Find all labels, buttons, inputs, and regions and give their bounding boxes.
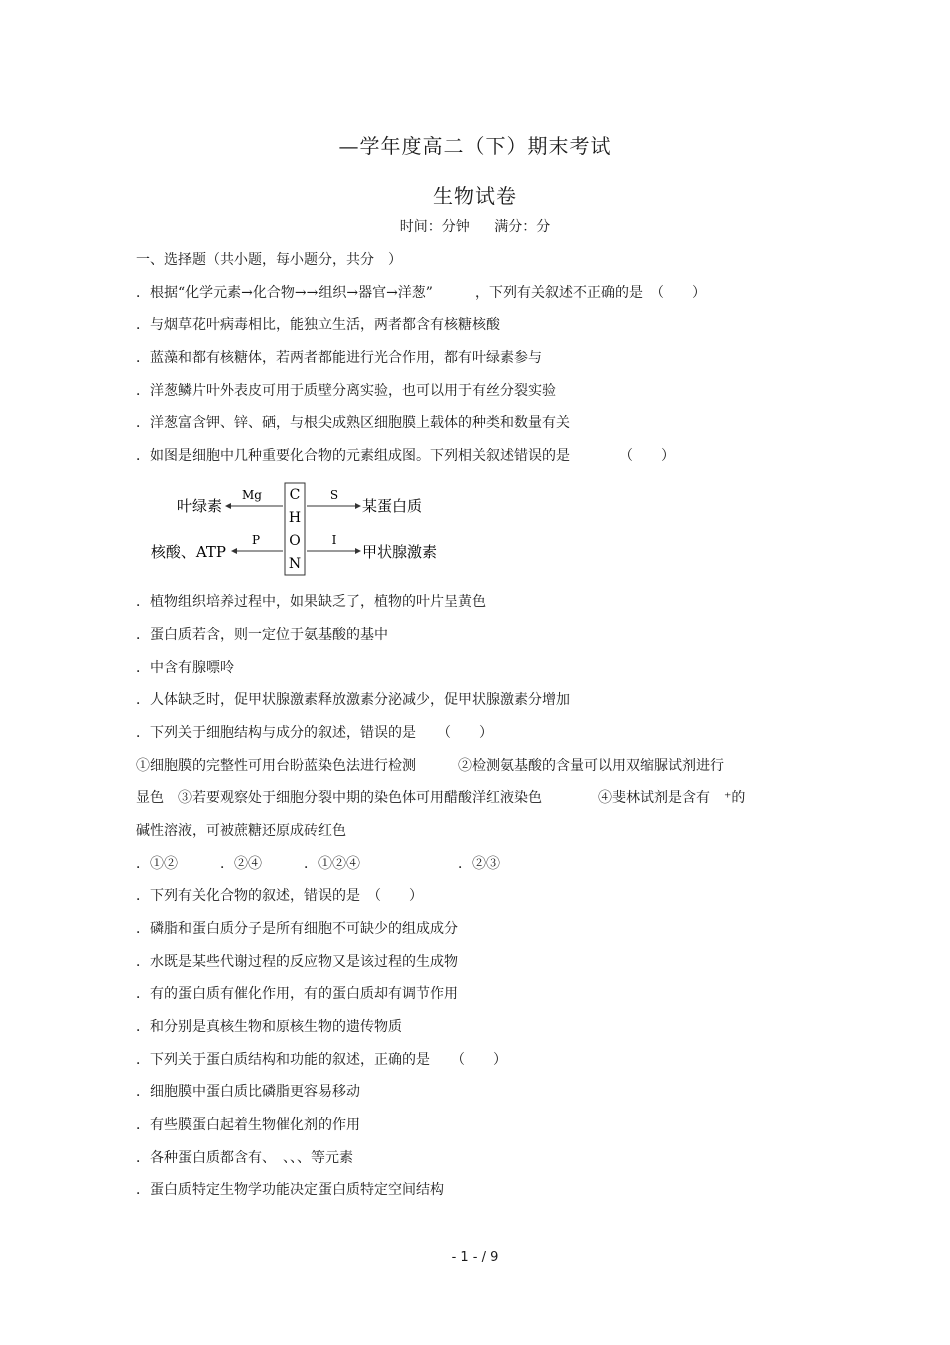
answer-options: ．①② ．②④ ．①②④ ．②③ [136,856,500,872]
label-chlorophyll: 叶绿素 [176,497,222,515]
exam-subtitle: 生物试卷 [433,184,517,208]
section-heading: 一、选择题（共小题，每小题分，共分 ） [136,252,402,268]
label-thyroid-hormone: 甲状腺激素 [362,543,438,561]
question-line: ．植物组织培养过程中，如果缺乏了，植物的叶片呈黄色 [136,594,486,610]
question-line: ．与烟草花叶病毒相比，能独立生活，两者都含有核糖核酸 [136,317,500,333]
question-line: ．磷脂和蛋白质分子是所有细胞不可缺少的组成成分 [136,921,458,937]
question-line: ．水既是某些代谢过程的反应物又是该过程的生成物 [136,954,458,970]
question-line: ．下列有关化合物的叙述，错误的是 （ ） [136,888,423,904]
question-line: 碱性溶液，可被蔗糖还原成砖红色 [136,823,346,839]
question-line: ．如图是细胞中几种重要化合物的元素组成图。下列相关叙述错误的是 （ ） [136,448,675,464]
question-line: ．有些膜蛋白起着生物催化剂的作用 [136,1117,360,1133]
time-label: 时间：分钟 [399,219,470,235]
label-protein: 某蛋白质 [362,497,423,515]
score-label: 满分：分 [494,219,551,235]
question-line: ．有的蛋白质有催化作用，有的蛋白质却有调节作用 [136,986,458,1002]
element-composition-diagram [140,480,460,580]
label-nucleic-acid-atp: 核酸、ATP [150,543,226,561]
arrow-label-s: S [329,488,339,502]
question-line: ．下列关于蛋白质结构和功能的叙述，正确的是 （ ） [136,1052,507,1068]
question-line: ．洋葱鳞片叶外表皮可用于质壁分离实验，也可以用于有丝分裂实验 [136,383,556,399]
question-line: ①细胞膜的完整性可用台盼蓝染色法进行检测 ②检测氨基酸的含量可以用双缩脲试剂进行 [136,758,724,774]
arrow-label-i: I [331,533,337,547]
question-line: ．中含有腺嘌呤 [136,660,234,676]
arrow-label-mg: Mg [242,488,262,502]
question-line: ．各种蛋白质都含有、 、、、等元素 [136,1150,353,1166]
page-number: - 1 - / 9 [451,1250,499,1265]
question-line: ．根据“化学元素→化合物→→组织→器官→洋葱” ，下列有关叙述不正确的是 （ ） [136,285,706,301]
question-line: ．蛋白质特定生物学功能决定蛋白质特定空间结构 [136,1182,444,1198]
question-line: ．蓝藻和都有核糖体，若两者都能进行光合作用，都有叶绿素参与 [136,350,542,366]
question-line: 显色 ③若要观察处于细胞分裂中期的染色体可用醋酸洋红液染色 ④斐林试剂是含有 ⁺的 [136,790,746,806]
element-h: H [288,510,302,526]
element-c: C [289,487,301,503]
exam-meta [0,216,950,236]
question-line: ．人体缺乏时，促甲状腺激素释放激素分泌减少，促甲状腺激素分增加 [136,692,570,708]
question-line: ．蛋白质若含，则一定位于氨基酸的基中 [136,627,388,643]
question-line: ．下列关于细胞结构与成分的叙述，错误的是 （ ） [136,725,493,741]
question-line: ．洋葱富含钾、锌、硒，与根尖成熟区细胞膜上载体的种类和数量有关 [136,415,570,431]
exam-title: —学年度高二（下）期末考试 [338,134,612,158]
element-o: O [289,533,301,549]
element-n: N [288,556,302,572]
question-line: ．细胞膜中蛋白质比磷脂更容易移动 [136,1084,360,1100]
question-line: ．和分别是真核生物和原核生物的遗传物质 [136,1019,402,1035]
arrow-label-p: P [251,533,261,547]
